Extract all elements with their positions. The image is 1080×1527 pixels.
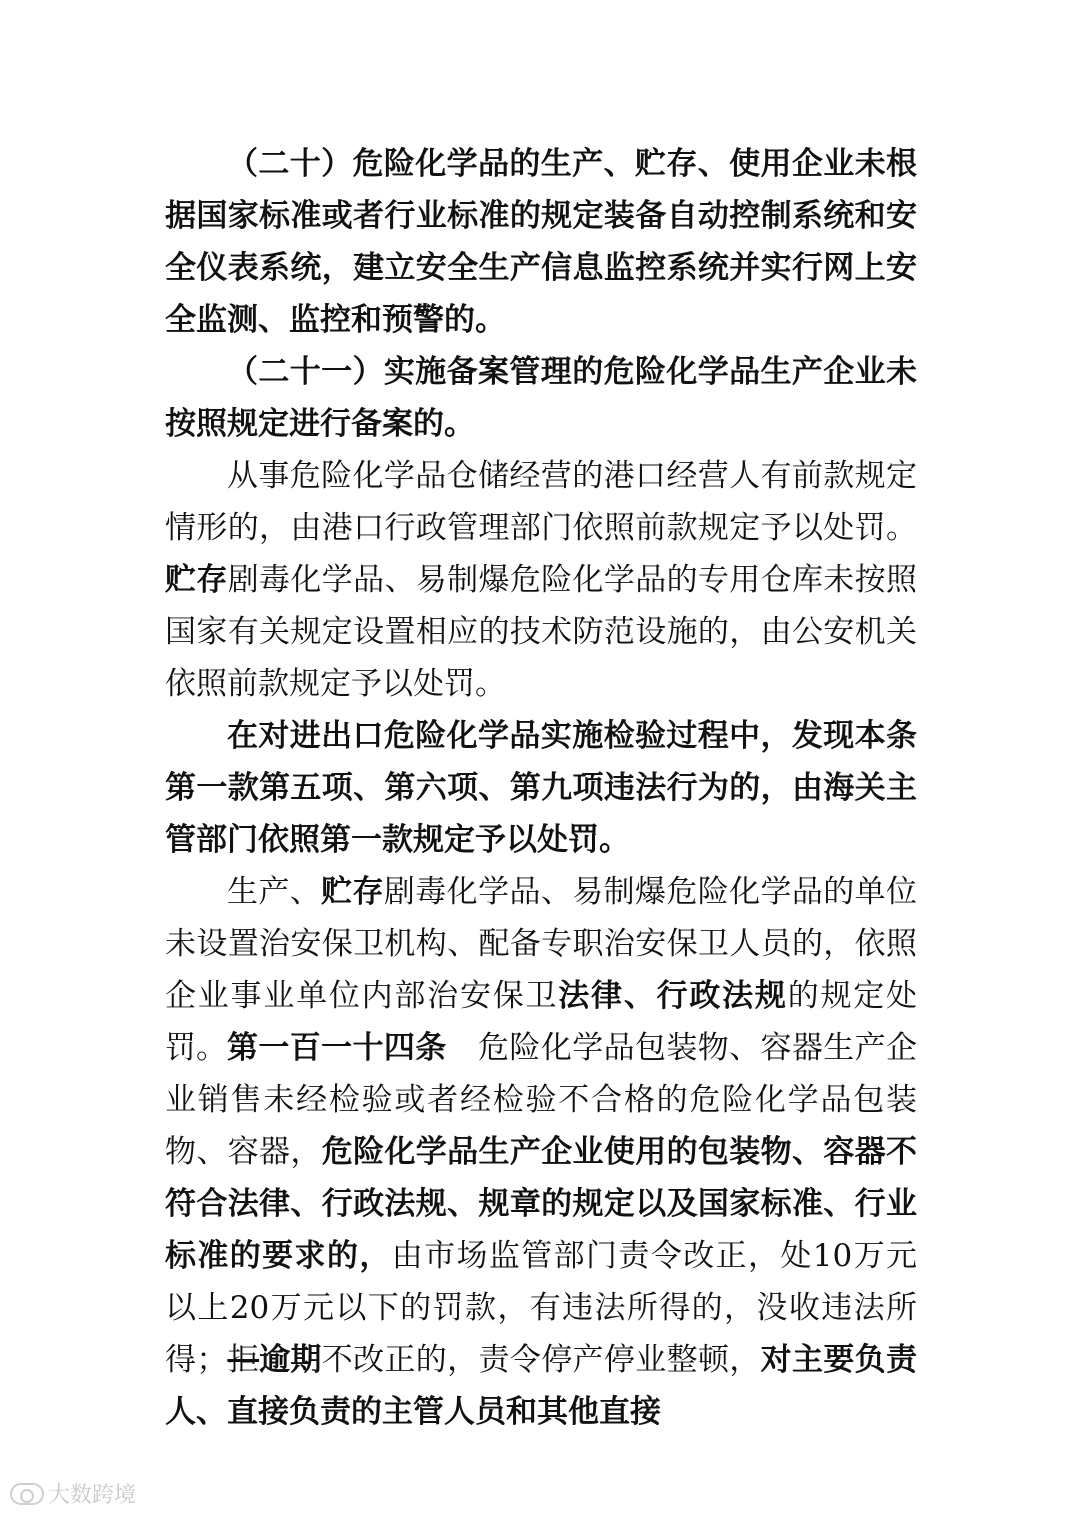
paragraph-article-114 [165, 1022, 917, 1438]
paragraph-text: 的规定处罚。 [165, 978, 918, 1066]
paragraph-item-21 [165, 346, 917, 450]
inserted-text: 对主要负责人、直接负责的主管人员和其他直接 [165, 1342, 918, 1430]
paragraph-text: （二十）危险化学品的生产、贮存、使用企业未根据国家标准或者行业标准的规定装备自动控制系统和安全仪表系统，建立安全生产信息监控系统并实行网上安全监测、监控和预警的。 [165, 146, 917, 338]
paragraph-text: 剧毒化学品、易制爆危险化学品的专用仓库未按照国家有关规定设置相应的技术防范设施的，由公安机关依照前款规定予以处罚。 [165, 562, 918, 702]
paragraph-text: 由市场监管部门责令改正，处10万元以上20万元以下的罚款，有违法所得的，没收违法所得； [165, 1238, 917, 1378]
inserted-text: 法律、行政法规 [558, 978, 788, 1014]
paragraph-import-export [165, 710, 917, 866]
watermark [10, 1478, 136, 1509]
paragraph-text: （二十一）实施备案管理的危险化学品生产企业未按照规定进行备案的。 [165, 354, 917, 442]
paragraph-item-20 [165, 138, 917, 346]
paragraph-port-storage [165, 450, 917, 710]
paragraph-text: 剧毒化学品、易制爆危险化学品的单位未设置治安保卫机构、配备专职治安保卫人员的，依照企业事业单位内部治安保卫 [165, 874, 918, 1014]
paragraph-text: 危险化学品包装物、容器生产企业销售未经检验或者经检验不合格的危险化学品包装物、容器， [165, 1030, 918, 1170]
paragraph-text: 在对进出口危险化学品实施检验过程中，发现本条第一款第五项、第六项、第九项违法行为的，由海关主管部门依照第一款规定予以处罚。 [165, 718, 917, 858]
inserted-text: 危险化学品生产企业使用的包装物、容器不符合法律、行政法规、规章的规定以及国家标准、行业标准的要求的， [165, 1134, 918, 1274]
inserted-text: 贮存 [165, 562, 228, 598]
paragraph-text: 不改正的，责令停产停业整顿， [321, 1342, 761, 1378]
paragraph-text: 从事危险化学品仓储经营的港口经营人有前款规定情形的，由港口行政管理部门依照前款规定予以处罚。 [165, 458, 917, 546]
logo-icon [10, 1483, 44, 1505]
paragraph-text: 生产、 [227, 874, 322, 910]
inserted-text: 逾期 [259, 1342, 322, 1378]
deleted-text: 拒 [227, 1342, 260, 1378]
watermark-text: 大数跨境 [48, 1483, 137, 1508]
article-heading: 第一百一十四条 [227, 1030, 447, 1066]
inserted-text: 贮存 [321, 874, 384, 910]
